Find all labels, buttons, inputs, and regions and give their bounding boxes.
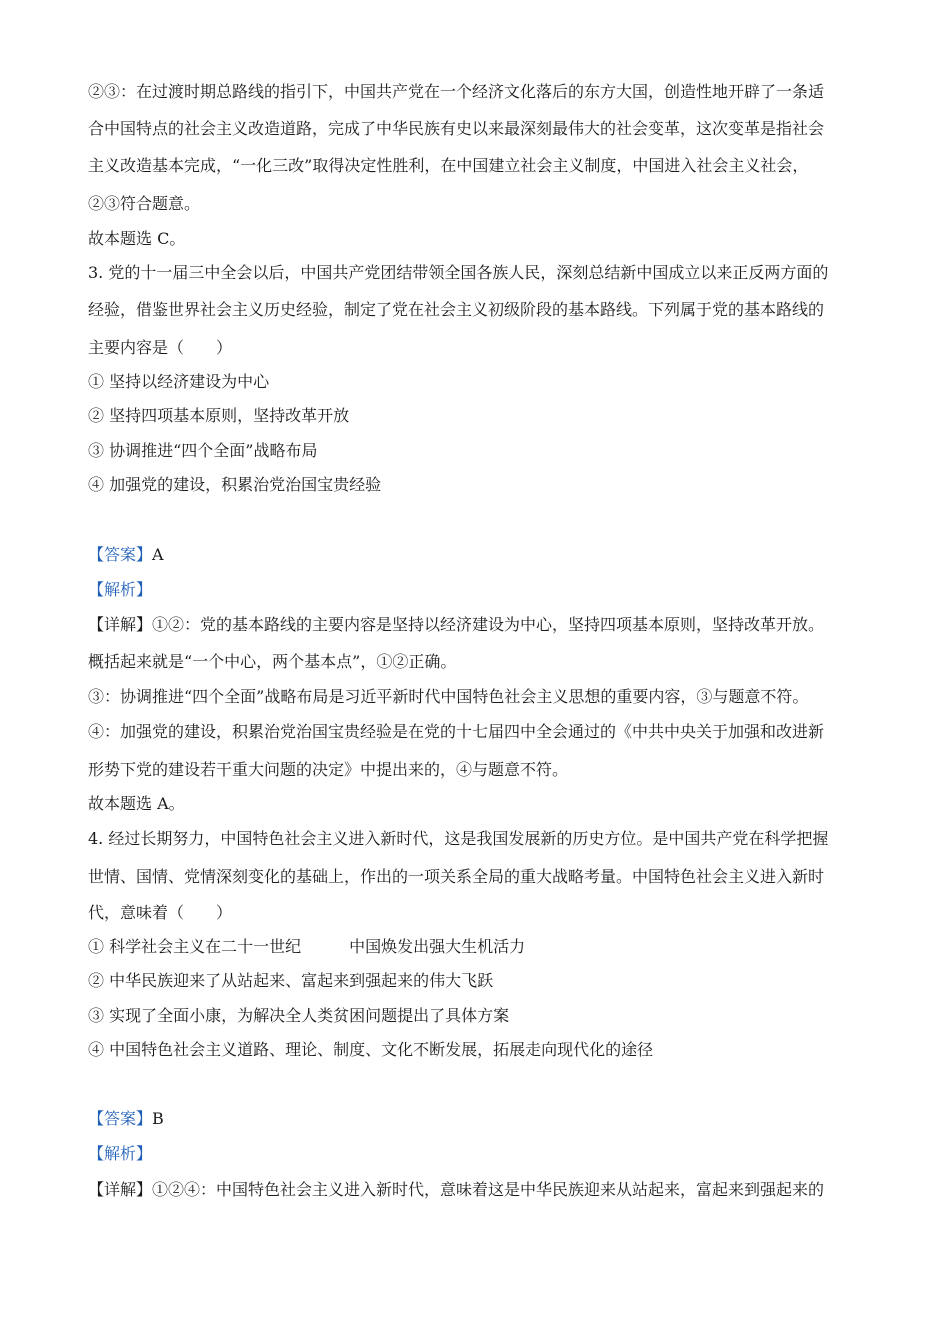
question-4-stem: 4. 经过长期努力，中国特色社会主义进入新时代，这是我国发展新的历史方位。是中国共产党在科学把握 [88,829,829,848]
question-3-stem: 主要内容是（ ） [88,338,233,357]
detail-text: ①②：党的基本路线的主要内容是坚持以经济建设为中心，坚持四项基本原则，坚持改革开放。 [152,615,825,634]
text-line: 合中国特点的社会主义改造道路，完成了中华民族有史以来最深刻最伟大的社会变革，这次变革是指社会 [88,119,825,138]
answer-value: A [152,545,164,564]
detail-line: 形势下党的建设若干重大问题的决定》中提出来的，④与题意不符。 [88,760,569,779]
detail-line: 概括起来就是“一个中心，两个基本点”，①②正确。 [88,652,457,671]
detail-line [88,1179,868,1201]
question-4-stem: 世情、国情、党情深刻变化的基础上，作出的一项关系全局的重大战略考量。中国特色社会主义进入新时 [88,867,825,886]
question-4-item: ④ 中国特色社会主义道路、理论、制度、文化不断发展，拓展走向现代化的途径 [88,1040,654,1059]
detail-text: ①②④：中国特色社会主义进入新时代，意味着这是中华民族迎来从站起来，富起来到强起来的 [152,1180,825,1199]
question-3-item: ③ 协调推进“四个全面”战略布局 [88,441,318,460]
answer-tag: 【答案】 [88,1109,153,1128]
text-line: ②③：在过渡时期总路线的指引下，中国共产党在一个经济文化落后的东方大国，创造性地开辟了一条适 [88,82,825,101]
text-line: 故本题选 C。 [88,229,186,248]
answer-tag: 【答案】 [88,545,153,564]
detail-line [88,614,868,636]
detail-line: 故本题选 A。 [88,794,185,813]
question-3-item: ① 坚持以经济建设为中心 [88,372,270,391]
detail-line: ③：协调推进“四个全面”战略布局是习近平新时代中国特色社会主义思想的重要内容，③与题意不符。 [88,687,809,706]
detail-tag: 【详解】 [88,615,153,634]
text-line: ②③符合题意。 [88,194,201,213]
question-3-item: ④ 加强党的建设，积累治党治国宝贵经验 [88,475,382,494]
question-4-item: ② 中华民族迎来了从站起来、富起来到强起来的伟大飞跃 [88,971,494,990]
answer-line [88,1108,868,1130]
question-4-stem: 代，意味着（ ） [88,903,233,922]
analysis-tag: 【解析】 [88,580,153,599]
question-4-item: ③ 实现了全面小康，为解决全人类贫困问题提出了具体方案 [88,1006,510,1025]
detail-tag: 【详解】 [88,1180,153,1199]
answer-value: B [152,1109,164,1128]
question-3-stem: 经验，借鉴世界社会主义历史经验，制定了党在社会主义初级阶段的基本路线。下列属于党的基本路线的 [88,300,825,319]
detail-line: ④：加强党的建设，积累治党治国宝贵经验是在党的十七届四中全会通过的《中共中央关于加强和改进新 [88,722,825,741]
analysis-tag: 【解析】 [88,1144,153,1163]
question-3-item: ② 坚持四项基本原则，坚持改革开放 [88,406,350,425]
answer-line [88,544,868,566]
question-4-item: ① 科学社会主义在二十一世纪 中国焕发出强大生机活力 [88,937,526,956]
text-line: 主义改造基本完成，“一化三改”取得决定性胜利，在中国建立社会主义制度，中国进入社会主义社会， [88,156,809,175]
question-3-stem: 3. 党的十一届三中全会以后，中国共产党团结带领全国各族人民，深刻总结新中国成立以来正反两方面的 [88,263,829,282]
